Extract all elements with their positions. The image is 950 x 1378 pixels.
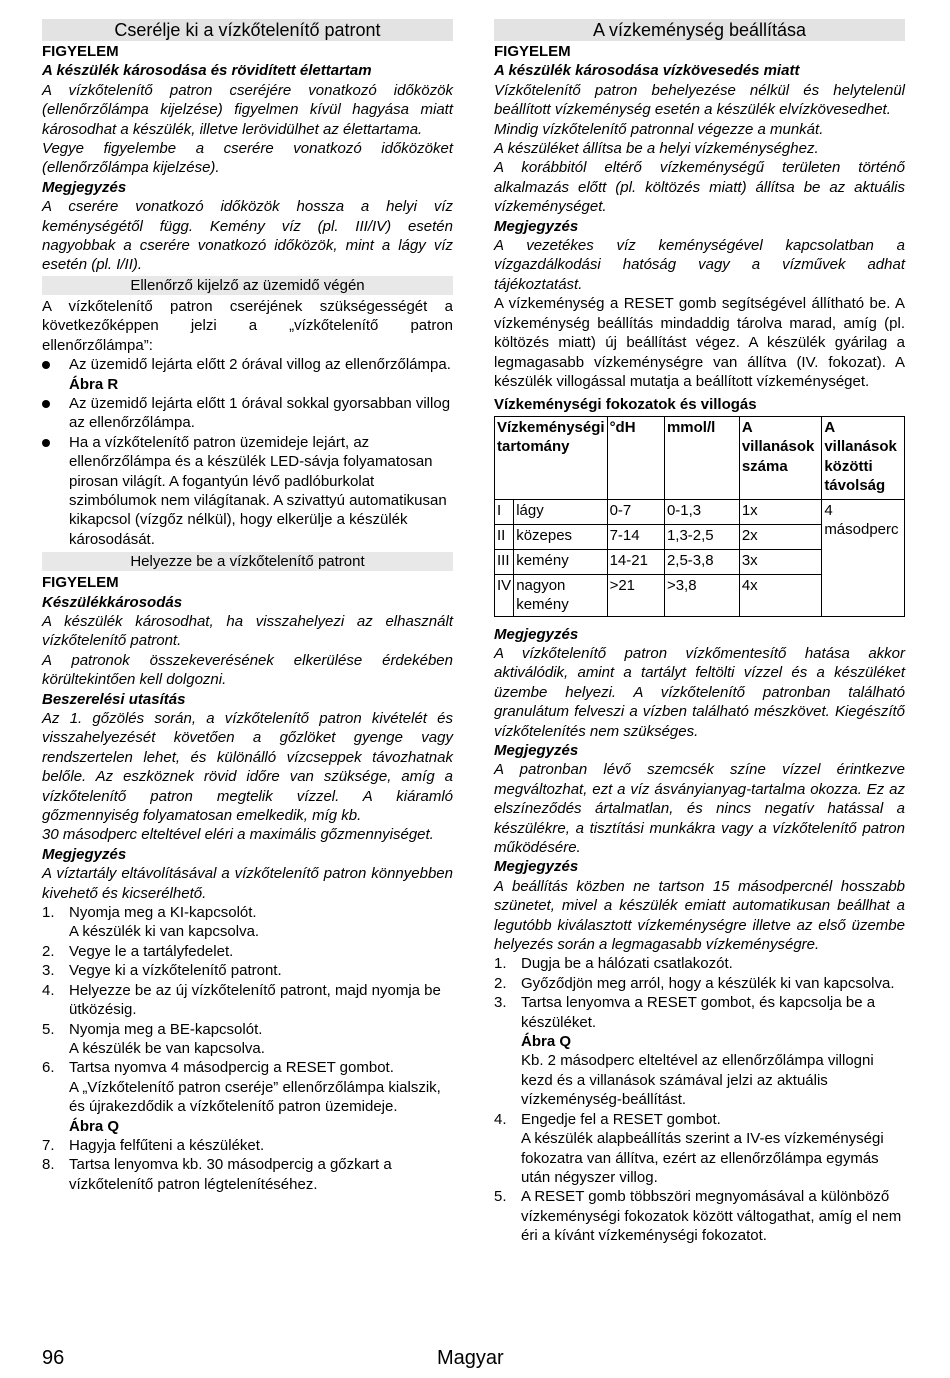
list-item: Az üzemidő lejárta előtt 1 órával sokkal gyorsabban villog az ellenőrzőlámpa. xyxy=(42,394,453,433)
step-number: 2. xyxy=(42,942,55,960)
table-title: Vízkeménységi fokozatok és villogás xyxy=(494,396,757,414)
page-number: 96 xyxy=(42,1347,65,1369)
paragraph: A vízkeménység a RESET gomb segítségével állítható be. A vízkeménység beállítás mindaddig tárolva marad, amíg (pl. költözés miatt) új beállítást végez. A készülék gyárilag a legmagasabb vízkeménységre van állítva (IV. fokozat). A készülék villogással mutatja a beállított vízkeménységet. xyxy=(494,295,905,390)
note-text: A vízkőtelenítő patron vízkőmentesítő hatása akkor aktiválódik, amint a tartályt feltölti vízzel és a készüléket üzembe helyezi. A vízkőtelenítő patronban található granulátum felveszi a vízben található mészkövet. Kiegészítő vízkőtelenítés nem szükséges. xyxy=(494,644,905,740)
table-cell: nagyon kemény xyxy=(514,574,607,616)
step-item xyxy=(494,954,905,973)
step-number: 6. xyxy=(42,1059,55,1077)
bullet-icon xyxy=(42,439,50,447)
figure-reference: Ábra R xyxy=(69,375,119,393)
table-header: A villanások közötti távolság xyxy=(822,416,905,499)
bullet-list xyxy=(42,355,453,549)
warning-label: FIGYELEM xyxy=(494,43,571,60)
step-item xyxy=(42,1136,453,1155)
step-result: A készülék ki van kapcsolva. xyxy=(69,923,260,941)
note-label: Megjegyzés xyxy=(494,217,579,235)
step-text: Dugja be a hálózati csatlakozót. xyxy=(521,955,733,973)
table-header: Vízkeménységi tartomány xyxy=(495,416,608,499)
step-text: Helyezze be az új vízkőtelenítő patront, majd nyomja be ütközésig. xyxy=(69,981,441,1019)
table-cell: 2x xyxy=(739,524,822,549)
left-column xyxy=(42,19,453,1194)
table-cell: II xyxy=(495,524,514,549)
list-item: Ha a vízkőtelenítő patron üzemideje lejárt, az ellenőrzőlámpa és a készülék LED-sávja folyamatosan pirosan világít. A fogantyún lévő padlóburkolat szimbólumok nem világítanak. A szivattyú automatikusan kikapcsol (vízgőz nélkül), hogy elkerülje a készülék károsodását. xyxy=(42,433,453,549)
table-cell: >21 xyxy=(607,574,664,616)
paragraph: A vízkőtelenítő patron cseréjének szükségességét a következőképpen jelzi a „vízkőtelenítő patron ellenőrzőlámpa”: xyxy=(42,297,453,354)
step-result: A „Vízkőtelenítő patron cseréje” ellenőrzőlámpa kialszik, és újrakezdődik a vízkőtelenítő patron üzemideje. xyxy=(69,1078,441,1116)
note-label: Megjegyzés xyxy=(494,858,579,876)
step-number: 7. xyxy=(42,1136,55,1154)
table-cell: 14-21 xyxy=(607,549,664,574)
step-result: A készülék be van kapcsolva. xyxy=(69,1039,265,1057)
install-label: Beszerelési utasítás xyxy=(42,690,186,708)
step-item xyxy=(42,1155,453,1194)
table-cell: 4x xyxy=(739,574,822,616)
step-item xyxy=(494,974,905,993)
step-number: 3. xyxy=(42,962,55,980)
warning-subtitle: A készülék károsodása vízkövesedés miatt xyxy=(494,62,800,80)
warning-text: A patronok összekeverésének elkerülése érdekében körültekintően kell dolgozni. xyxy=(42,651,453,689)
step-item xyxy=(494,993,905,1109)
note-label: Megjegyzés xyxy=(42,178,127,196)
step-item xyxy=(42,1058,453,1136)
step-text: Nyomja meg a KI-kapcsolót. xyxy=(69,904,257,922)
step-text: Győződjön meg arról, hogy a készülék ki van kapcsolva. xyxy=(521,974,895,992)
step-number: 1. xyxy=(42,904,55,922)
table-row xyxy=(495,499,905,524)
right-column xyxy=(494,19,905,1246)
table-cell: 0-1,3 xyxy=(664,499,739,524)
table-cell: 0-7 xyxy=(607,499,664,524)
warning-subtitle: Készülékkárosodás xyxy=(42,593,183,611)
step-number: 5. xyxy=(494,1188,507,1206)
table-cell: IV xyxy=(495,574,514,616)
table-cell: kemény xyxy=(514,549,607,574)
step-number: 3. xyxy=(494,994,507,1012)
step-number: 4. xyxy=(494,1110,507,1128)
install-text: Az 1. gőzölés során, a vízkőtelenítő patron kivételét és visszahelyezését követően a gőzlöket gyenge vagy rendszertelen lehet, és különálló vízcseppek távozhatnak belőle. Az eszköznek rövid időre van szüksége, amíg a vízkőtelenítő patron megtelik vízzel. A kiáramló gőzmennyiség folyamatosan emelkedik, míg kb. xyxy=(42,710,453,825)
step-number: 1. xyxy=(494,955,507,973)
step-list xyxy=(494,954,905,1245)
step-number: 4. xyxy=(42,981,55,999)
note-text: A cserére vonatkozó időközök hossza a helyi víz keménységétől függ. Kemény víz (pl. III/IV) esetén nagyobbak a cserére vonatkozó időközök, mint a lágy víz esetén (pl. I/II). xyxy=(42,198,453,274)
step-item xyxy=(42,981,453,1020)
table-cell: lágy xyxy=(514,499,607,524)
warning-text: A vízkőtelenítő patron cseréjére vonatkozó időközök (ellenőrzőlámpa kijelzése) figyelmen kívül hagyása miatt károsodhat a készülék, illetve lerövidülhet az élettartama. xyxy=(42,81,453,138)
warning-label: FIGYELEM xyxy=(42,43,119,60)
note-label: Megjegyzés xyxy=(494,741,579,759)
footer-language: Magyar xyxy=(437,1347,504,1369)
warning-label: FIGYELEM xyxy=(42,574,119,592)
table-cell: közepes xyxy=(514,524,607,549)
table-cell: 3x xyxy=(739,549,822,574)
figure-reference: Ábra Q xyxy=(521,1033,572,1051)
table-header: mmol/l xyxy=(664,416,739,499)
table-cell: I xyxy=(495,499,514,524)
warning-text: Vízkőtelenítő patron behelyezése nélkül és helytelenül beállított vízkeménység esetén a készülék elvízkövesedhet. xyxy=(494,81,905,119)
warning-text: Vegye figyelembe a cserére vonatkozó időközöket (ellenőrzőlámpa kijelzése). xyxy=(42,140,453,177)
table-header: A villanások száma xyxy=(739,416,822,499)
step-text: Tartsa lenyomva a RESET gombot, és kapcsolja be a készüléket. xyxy=(521,994,876,1031)
warning-text: A készülék károsodhat, ha visszahelyezi az elhasznált vízkőtelenítő patront. xyxy=(42,612,453,650)
note-label: Megjegyzés xyxy=(42,845,127,863)
bullet-icon xyxy=(42,400,50,408)
warning-subtitle: A készülék károsodása és rövidített élettartam xyxy=(42,62,372,80)
step-number: 2. xyxy=(494,974,507,992)
step-item xyxy=(42,1020,453,1059)
note-text: A vezetékes víz keménységével kapcsolatban a vízgazdálkodási hatóság vagy a vízművek adhat tájékoztatást. xyxy=(494,237,905,293)
warning-text: Mindig vízkőtelenítő patronnal végezze a munkát. xyxy=(494,120,824,138)
warning-text: A korábbitól eltérő vízkeménységű területen történő alkalmazás előtt (pl. költözés miatt) állítsa be az aktuális vízkeménységet. xyxy=(494,159,905,216)
step-text: Tartsa lenyomva kb. 30 másodpercig a gőzkart a vízkőtelenítő patron légtelenítéséhez. xyxy=(69,1156,392,1193)
step-item xyxy=(42,942,453,961)
table-cell: 1,3-2,5 xyxy=(664,524,739,549)
step-text: Tartsa nyomva 4 másodpercig a RESET gombot. xyxy=(69,1059,394,1077)
step-number: 8. xyxy=(42,1156,55,1174)
table-header: °dH xyxy=(607,416,664,499)
note-text: A patronban lévő szemcsék színe vízzel érintkezve megváltozhat, ezt a víz ásványianyag-tartalma okozza. Ez az elszíneződés ártalmatlan, és nincs negatív hatással a készülékre, a tisztítási munkákra vagy a vízkőtelenítő patron működésére. xyxy=(494,761,905,856)
step-list xyxy=(42,903,453,1194)
step-item xyxy=(494,1187,905,1245)
step-item xyxy=(42,961,453,980)
hardness-table xyxy=(494,416,905,617)
table-cell: III xyxy=(495,549,514,574)
section-title-replace-cartridge: Cserélje ki a vízkőtelenítő patront xyxy=(42,19,453,41)
step-item xyxy=(494,1110,905,1188)
list-item: Az üzemidő lejárta előtt 2 órával villog az ellenőrzőlámpa. Ábra R xyxy=(42,355,453,394)
section-title-water-hardness: A vízkeménység beállítása xyxy=(494,19,905,41)
table-cell: >3,8 xyxy=(664,574,739,616)
figure-reference: Ábra Q xyxy=(69,1117,120,1135)
bullet-icon xyxy=(42,361,50,369)
step-text: Engedje fel a RESET gombot. xyxy=(521,1110,721,1128)
subsection-title-indicator: Ellenőrző kijelző az üzemidő végén xyxy=(42,276,453,295)
note-text: A beállítás közben ne tartson 15 másodpercnél hosszabb szünetet, mivel a készülék emiatt automatikusan beállhat a legutóbb kiválasztott vízkeménységre illetve az első üzembe helyezés során a legmagasabb vízkeménységre. xyxy=(494,877,905,954)
step-number: 5. xyxy=(42,1020,55,1038)
note-text: A víztartály eltávolításával a vízkőtelenítő patron könnyebben kivehető és kicserélhető. xyxy=(42,865,453,902)
step-text: Vegye le a tartályfedelet. xyxy=(69,942,234,960)
table-cell: 2,5-3,8 xyxy=(664,549,739,574)
subsection-title-insert: Helyezze be a vízkőtelenítő patront xyxy=(42,552,453,571)
step-text: A RESET gomb többszöri megnyomásával a különböző vízkeménységi fokozatok között váltogathat, amíg el nem éri a kívánt vízkeménységi fokozatot. xyxy=(521,1188,902,1245)
table-cell: 7-14 xyxy=(607,524,664,549)
table-header-row xyxy=(495,416,905,499)
table-cell: 1x xyxy=(739,499,822,524)
warning-text: A készüléket állítsa be a helyi vízkeménységhez. xyxy=(494,140,819,158)
step-text: Nyomja meg a BE-kapcsolót. xyxy=(69,1020,263,1038)
install-text: 30 másodperc elteltével eléri a maximális gőzmennyiséget. xyxy=(42,826,434,844)
step-result: Kb. 2 másodperc elteltével az ellenőrzőlámpa villogni kezd és a villanások számával jelzi az aktuális vízkeménység-beállítást. xyxy=(521,1052,874,1109)
step-text: Hagyja felfűteni a készüléket. xyxy=(69,1136,265,1154)
step-text: Vegye ki a vízkőtelenítő patront. xyxy=(69,962,282,980)
step-item xyxy=(42,903,453,942)
table-cell-interval: 4 másodperc xyxy=(822,499,905,616)
step-result: A készülék alapbeállítás szerint a IV-es vízkeménységi fokozatra van állítva, ezért az ellenőrzőlámpa egymás után négyszer villog. xyxy=(521,1130,884,1186)
note-label: Megjegyzés xyxy=(494,625,579,643)
